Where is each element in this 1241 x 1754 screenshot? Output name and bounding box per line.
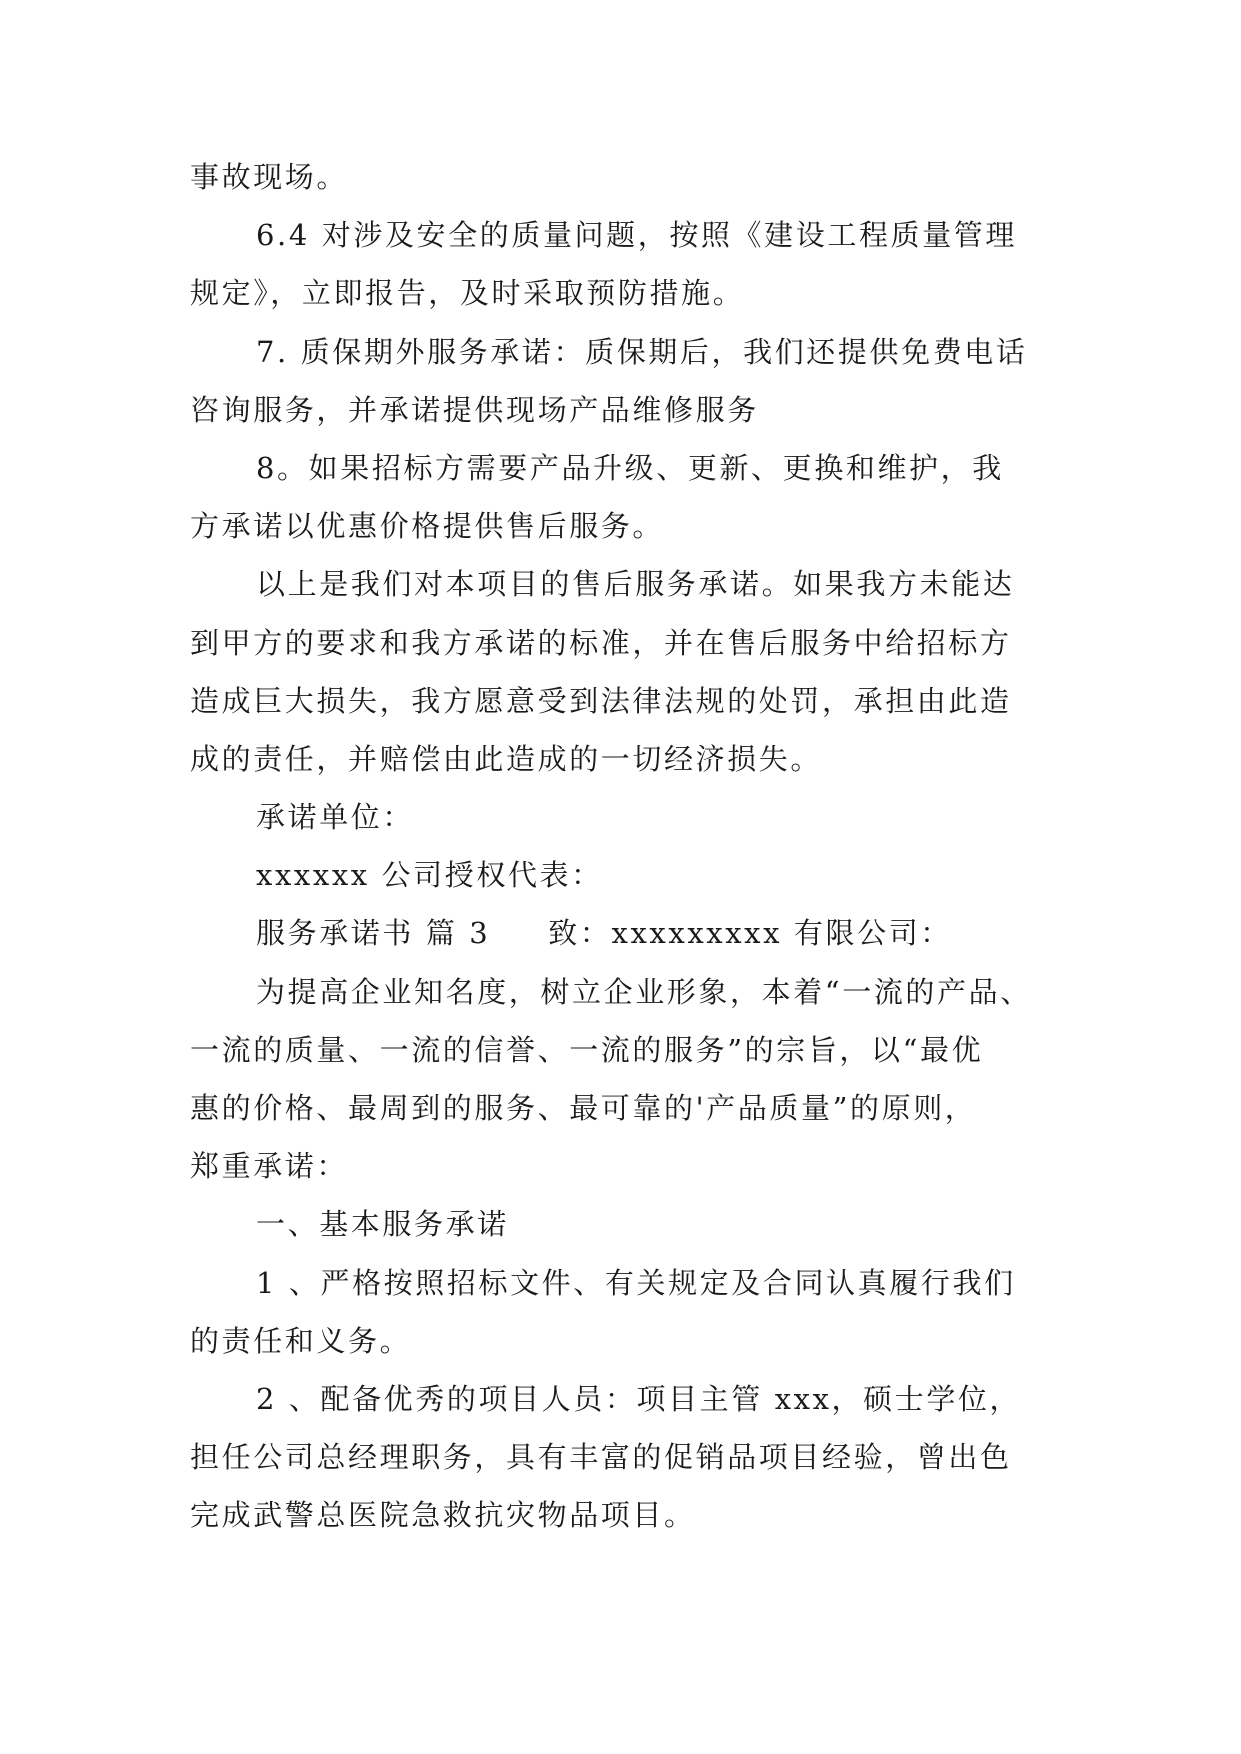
paragraph-line: 事故现场。 [190, 160, 349, 194]
paragraph-line: 的责任和义务。 [190, 1323, 412, 1358]
paragraph-line: 完成武警总医院急救抗灾物品项目。 [190, 1498, 696, 1533]
subsection-heading: 一、基本服务承诺 [256, 1207, 509, 1242]
paragraph-line: 到甲方的要求和我方承诺的标准，并在售后服务中给招标方 [190, 625, 1012, 660]
paragraph-line: 方承诺以优惠价格提供售后服务。 [190, 509, 665, 544]
paragraph-line: 担任公司总经理职务，具有丰富的促销品项目经验，曾出色 [190, 1440, 1012, 1475]
paragraph-line: 以上是我们对本项目的售后服务承诺。如果我方未能达 [256, 567, 1015, 602]
paragraph-line: 7. 质保期外服务承诺：质保期后，我们还提供免费电话 [256, 334, 1028, 369]
paragraph-line: 8。如果招标方需要产品升级、更新、更换和维护，我 [256, 450, 1004, 485]
authorized-representative-label: xxxxxx 公司授权代表： [256, 858, 603, 893]
paragraph-line: 咨询服务，并承诺提供现场产品维修服务 [190, 392, 759, 427]
section-heading-line [190, 904, 1052, 962]
paragraph-line: 规定》，立即报告，及时采取预防措施。 [190, 276, 745, 311]
section-heading: 服务承诺书 篇 3 [256, 916, 491, 951]
signature-unit-label: 承诺单位： [256, 800, 415, 835]
paragraph-line: 为提高企业知名度，树立企业形象，本着“一流的产品、 [256, 974, 1032, 1009]
addressee: 致：xxxxxxxxx 有限公司： [548, 916, 952, 951]
paragraph-line: 6.4 对涉及安全的质量问题，按照《建设工程质量管理 [256, 218, 1017, 253]
paragraph-line: 造成巨大损失，我方愿意受到法律法规的处罚，承担由此造 [190, 683, 1012, 718]
paragraph-line: 惠的价格、最周到的服务、最可靠的'产品质量”的原则， [190, 1091, 977, 1125]
paragraph-line: 郑重承诺： [190, 1149, 349, 1184]
paragraph-line: 成的责任，并赔偿由此造成的一切经济损失。 [190, 741, 823, 776]
document-body [190, 148, 1052, 1545]
paragraph-line: 2 、配备优秀的项目人员：项目主管 xxx，硕士学位， [256, 1381, 1022, 1416]
paragraph-line: 1 、严格按照招标文件、有关规定及合同认真履行我们 [256, 1265, 1016, 1300]
paragraph-line: 一流的质量、一流的信誉、一流的服务”的宗旨，以“最优 [190, 1032, 984, 1067]
